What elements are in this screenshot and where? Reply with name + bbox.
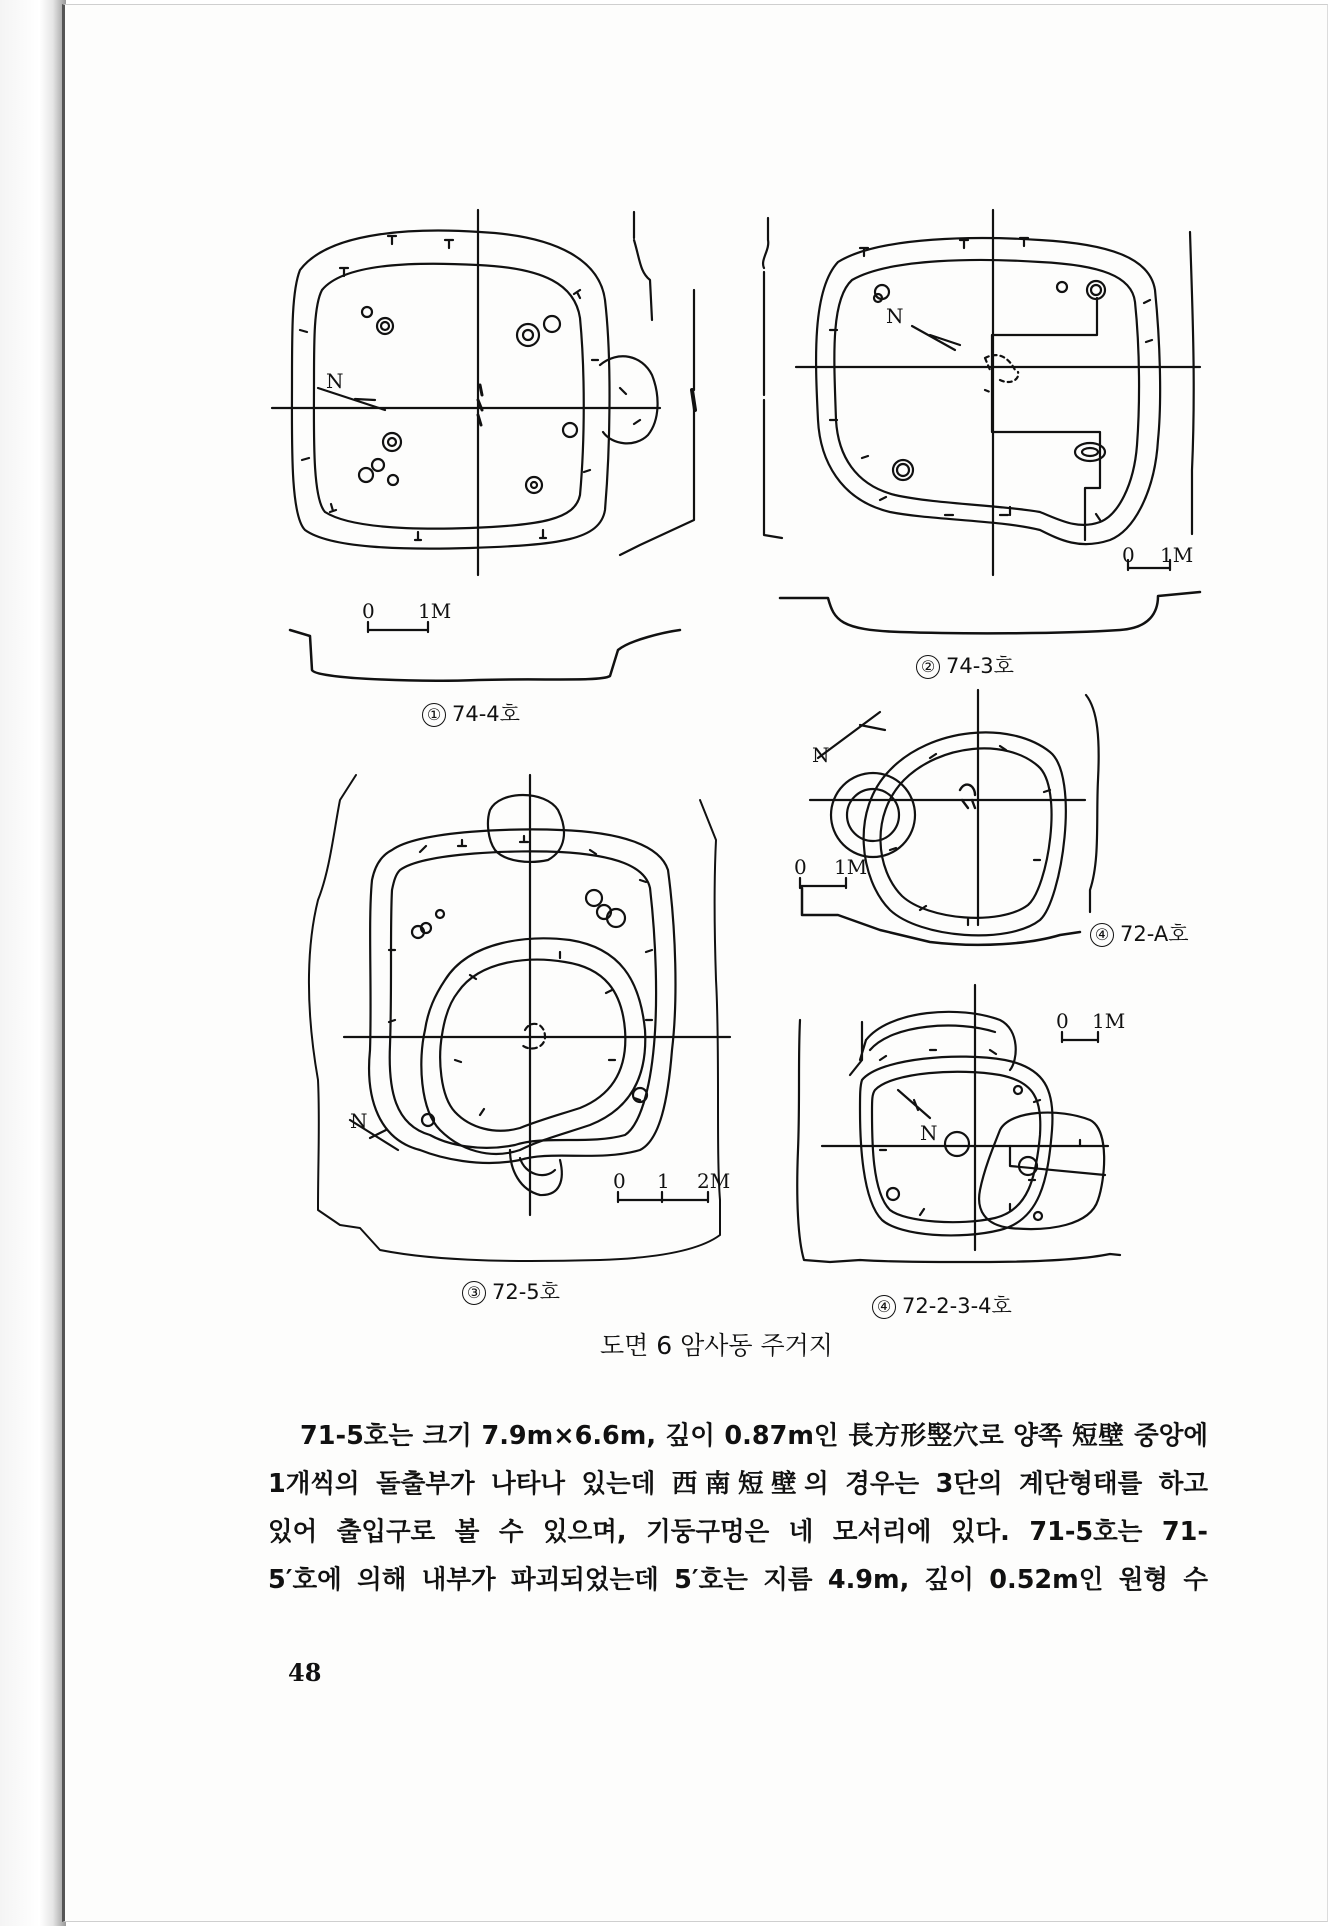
figure-4a-caption bbox=[1090, 918, 1189, 948]
scale-label: 0 bbox=[1056, 1009, 1069, 1033]
figure-1-plan bbox=[272, 210, 695, 681]
scale-label: 1M bbox=[1160, 543, 1194, 567]
page-number: 48 bbox=[288, 1658, 322, 1687]
scale-bar-labels bbox=[362, 543, 1193, 1193]
figure-number: ④ bbox=[872, 1295, 896, 1319]
north-label: N bbox=[920, 1121, 938, 1145]
figure-label: 72-2-3-4호 bbox=[902, 1294, 1012, 1318]
north-label: N bbox=[812, 743, 830, 767]
figure-4b-caption bbox=[872, 1290, 1012, 1320]
scale-label: 1M bbox=[418, 599, 452, 623]
figure-number: ④ bbox=[1090, 923, 1114, 947]
figure-number: ① bbox=[422, 703, 446, 727]
body-line: 1개씩의 돌출부가 나타나 있는데 西南短壁의 경우는 3단의 계단형태를 하고 bbox=[268, 1469, 1208, 1499]
scale-label: 0 bbox=[794, 855, 807, 879]
north-label: N bbox=[886, 304, 904, 328]
figure-number: ② bbox=[916, 655, 940, 679]
body-line: 5′호에 의해 내부가 파괴되었는데 5′호는 지름 4.9m, 깊이 0.52m인 원형 수 bbox=[268, 1565, 1209, 1595]
figure-1-caption bbox=[422, 698, 520, 728]
scale-label: 0 bbox=[362, 599, 375, 623]
scale-label: 2M bbox=[697, 1169, 731, 1193]
scale-label: 0 bbox=[1122, 543, 1135, 567]
figure-number: ③ bbox=[462, 1281, 486, 1305]
north-label: N bbox=[350, 1109, 368, 1133]
figure-plate-caption: 도면 6 암사동 주거지 bbox=[600, 1331, 833, 1360]
scale-label: 1M bbox=[1092, 1009, 1126, 1033]
figure-label: 72-5호 bbox=[492, 1280, 560, 1304]
figure-2-caption bbox=[916, 650, 1014, 680]
scale-label: 1 bbox=[657, 1169, 670, 1193]
body-line: 있어 출입구로 볼 수 있으며, 기둥구멍은 네 모서리에 있다. 71-5호는 71- bbox=[268, 1517, 1208, 1547]
figure-2-plan bbox=[763, 210, 1200, 633]
body-line: 71-5호는 크기 7.9m×6.6m, 깊이 0.87m인 長方形竪穴로 양쪽 短壁 중앙에 bbox=[300, 1421, 1208, 1451]
scale-label: 1M bbox=[834, 855, 868, 879]
body-paragraph bbox=[268, 1412, 1208, 1604]
figure-3-caption bbox=[462, 1276, 560, 1306]
scale-label: 0 bbox=[613, 1169, 626, 1193]
north-label: N bbox=[326, 369, 344, 393]
figure-label: 74-4호 bbox=[452, 702, 520, 726]
figure-4b-plan bbox=[797, 985, 1120, 1262]
figure-label: 74-3호 bbox=[946, 654, 1014, 678]
figure-4a-plan bbox=[800, 690, 1099, 945]
figure-label: 72-A호 bbox=[1120, 922, 1189, 946]
